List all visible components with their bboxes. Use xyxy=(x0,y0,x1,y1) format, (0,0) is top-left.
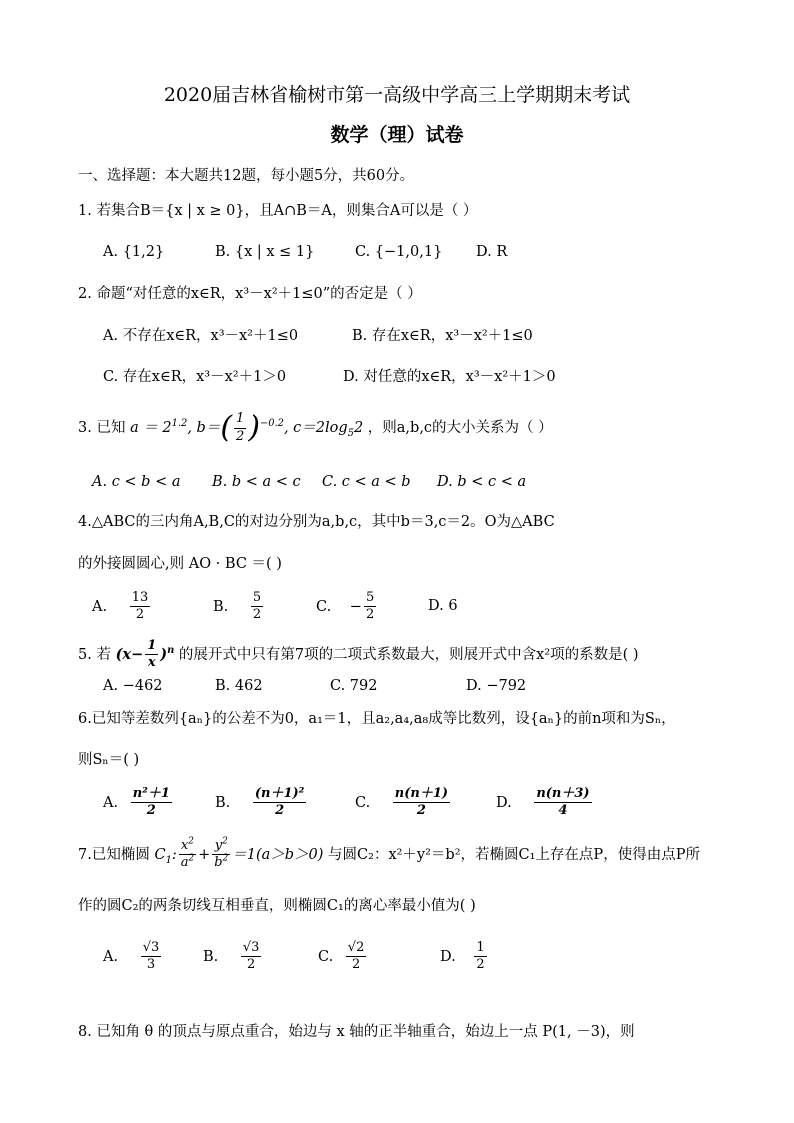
q3-suffix: ，则a,b,c的大小关系为（ ） xyxy=(367,420,553,436)
q6-option-a: A. $\frac{\text{n²＋1}}{2}$ xyxy=(103,786,170,819)
q3-option-d: D. b < c < a xyxy=(437,474,527,490)
question-3 xyxy=(78,410,553,446)
q2-option-c: C. 存在x∈R，x³－x²＋1＞0 xyxy=(103,369,287,385)
q3-prefix: 3. 已知 xyxy=(78,420,126,436)
q7-option-a: A. $\frac{√3}{3}$ xyxy=(103,940,160,973)
q7-option-c: C. $\frac{√2}{2}$ xyxy=(318,940,365,973)
exam-subtitle: 数学（理）试卷 xyxy=(330,124,464,146)
q3-formula: $a = 2^{1.2}$, b＝( $\frac{1}{2}$ )$^{-0.2}$, $c=2\log_52$ xyxy=(130,410,364,445)
q1-option-b: B. {x | x ≤ 1} xyxy=(215,244,315,260)
q3-option-a: A. c < b < a xyxy=(92,474,181,490)
q5-option-b: B. 462 xyxy=(215,678,263,694)
q6-option-c: C. $\frac{n(n+1)}{2}$ xyxy=(355,786,449,819)
section-heading: 一、选择题：本大题共12题，每小题5分，共60分。 xyxy=(78,168,415,184)
q1-option-a: A. {1,2} xyxy=(103,244,165,260)
q4-option-b: B. $\frac{5}{2}$ xyxy=(213,590,262,623)
q3-option-b: B. b < a < c xyxy=(212,474,301,490)
question-1: 1. 若集合B＝{x | x ≥ 0}，且A∩B＝A，则集合A可以是（ ） xyxy=(78,203,478,219)
question-4-line-2: 的外接圆圆心,则 AO · BC ＝( ) xyxy=(78,556,282,572)
question-4-line-1: 4.△ABC的三内角A,B,C的对边分别为a,b,c，其中b＝3,c＝2。O为△ABC xyxy=(78,514,555,530)
q3-option-c: C. c < a < b xyxy=(322,474,411,490)
q5-option-a: A. −462 xyxy=(103,678,163,694)
question-6-line-2: 则Sₙ＝( ) xyxy=(78,752,140,768)
q5-option-d: D. −792 xyxy=(466,678,527,694)
q1-option-d: D. R xyxy=(476,244,508,260)
question-7-line-1: 7.已知椭圆 $C_1$: $\frac{x^2}{a^2}$ + $\frac{y^2}{b^2}$ ＝1(a＞b＞0) 与圆C₂：x²＋y²＝b²，若椭圆C₁上存在点P，使得由点P所 xyxy=(78,836,700,871)
q6-option-d: D. $\frac{n(n+3)}{4}$ xyxy=(496,786,590,819)
q5-binomial: (x− $\frac{1}{x}$ )$^n$ xyxy=(115,638,175,671)
q2-option-d: D. 对任意的x∈R，x³－x²＋1＞0 xyxy=(343,369,556,385)
exam-title: 2020届吉林省榆树市第一高级中学高三上学期期末考试 xyxy=(163,84,631,106)
question-8: 8. 已知角 θ 的顶点与原点重合，始边与 x 轴的正半轴重合，始边上一点 P(1, －3)，则 xyxy=(78,1024,635,1040)
question-7-line-2: 作的圆C₂的两条切线互相垂直，则椭圆C₁的离心率最小值为( ) xyxy=(78,898,476,914)
q4-option-c: C. − $\frac{5}{2}$ xyxy=(316,590,375,623)
q7-ellipse-equation: $C_1$: $\frac{x^2}{a^2}$ + $\frac{y^2}{b^2}$ ＝1(a＞b＞0) xyxy=(154,836,324,871)
q7-option-d: D. $\frac{1}{2}$ xyxy=(440,940,485,973)
question-2: 2. 命题“对任意的x∈R，x³－x²＋1≤0”的否定是（ ） xyxy=(78,286,422,302)
question-6-line-1: 6.已知等差数列{aₙ}的公差不为0，a₁＝1，且a₂,a₄,a₈成等比数列，设{aₙ}的前n项和为Sₙ， xyxy=(78,711,676,727)
q7-option-b: B. $\frac{√3}{2}$ xyxy=(203,940,260,973)
q2-option-a: A. 不存在x∈R，x³－x²＋1≤0 xyxy=(103,328,299,344)
q1-option-c: C. {−1,0,1} xyxy=(355,244,443,260)
q4-option-a: A. $\frac{13}{2}$ xyxy=(92,590,149,623)
question-5: 5. 若 (x− $\frac{1}{x}$ )$^n$ 的展开式中只有第7项的二项式系数最大，则展开式中含x²项的系数是( ) xyxy=(78,638,639,671)
q4-option-d: D. 6 xyxy=(428,598,458,614)
q2-option-b: B. 存在x∈R，x³－x²＋1≤0 xyxy=(352,328,533,344)
q6-option-b: B. $\frac{\text{(n＋1)²}}{2}$ xyxy=(215,786,305,819)
q5-option-c: C. 792 xyxy=(330,678,378,694)
